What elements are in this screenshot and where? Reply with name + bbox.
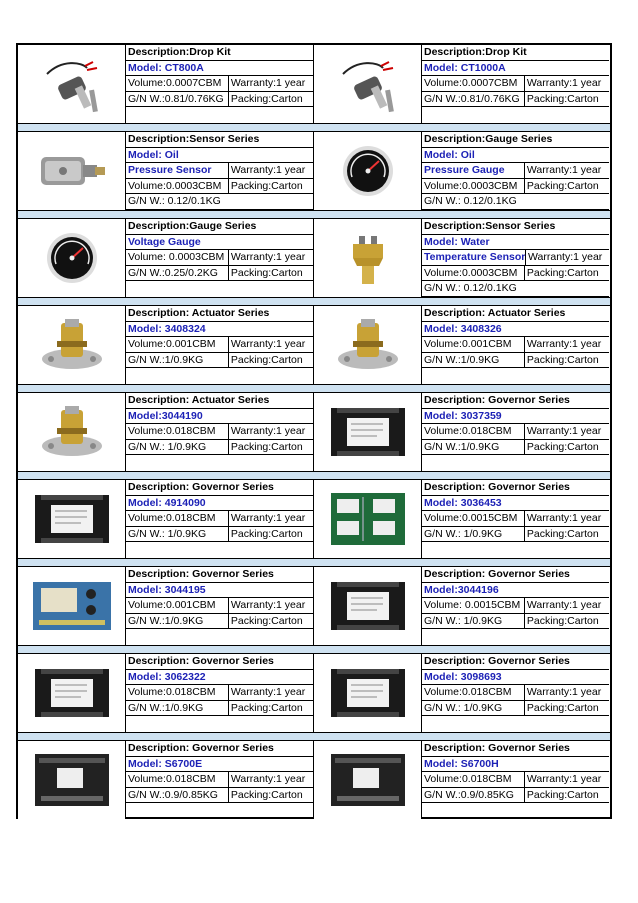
product-description: Description:Drop Kit bbox=[126, 45, 313, 61]
product-packing: Packing:Carton bbox=[526, 266, 599, 279]
product-weight: G/N W.: 1/0.9KG bbox=[126, 440, 229, 455]
product-weight: G/N W.:1/0.9KG bbox=[126, 353, 229, 368]
product-image bbox=[18, 654, 126, 732]
product-info bbox=[422, 219, 609, 297]
product-weight: G/N W.: 0.12/0.1KG bbox=[422, 281, 609, 297]
circuit-board-icon bbox=[323, 489, 413, 549]
row-divider bbox=[18, 471, 610, 480]
product-weight: G/N W.:0.25/0.2KG bbox=[126, 266, 229, 281]
product-warranty: Warranty:1 year bbox=[526, 338, 602, 350]
product-packing: Packing:Carton bbox=[230, 614, 303, 627]
product-model: Model: 3037359 bbox=[422, 409, 609, 425]
governor-board-icon bbox=[323, 402, 413, 462]
product-warranty: Warranty:1 year bbox=[526, 512, 602, 524]
product-description: Description: Actuator Series bbox=[126, 393, 313, 409]
product-cell bbox=[18, 741, 314, 819]
product-packing: Packing:Carton bbox=[230, 788, 303, 801]
product-weight: G/N W.:0.81/0.76KG bbox=[422, 92, 525, 107]
product-info bbox=[422, 654, 609, 732]
product-volume: Volume:0.001CBM bbox=[422, 337, 525, 352]
product-image bbox=[314, 393, 422, 471]
product-weight: G/N W.:0.81/0.76KG bbox=[126, 92, 229, 107]
product-info bbox=[422, 480, 609, 558]
product-warranty: Warranty:1 year bbox=[230, 773, 306, 785]
product-catalog-sheet bbox=[16, 43, 612, 819]
row-divider bbox=[18, 297, 610, 306]
governor-board-icon bbox=[27, 489, 117, 549]
actuator-icon bbox=[323, 315, 413, 375]
product-packing: Packing:Carton bbox=[526, 440, 599, 453]
product-warranty: Warranty:1 year bbox=[526, 686, 602, 698]
product-warranty: Warranty:1 year bbox=[528, 251, 603, 263]
product-description: Description: Actuator Series bbox=[126, 306, 313, 322]
actuator-icon bbox=[27, 402, 117, 462]
product-volume: Volume:0.0003CBM bbox=[126, 179, 229, 194]
product-cell bbox=[18, 567, 314, 645]
product-model: Model: 3098693 bbox=[422, 670, 609, 686]
product-model: Model: 3062322 bbox=[126, 670, 313, 686]
drop-kit-icon bbox=[323, 54, 413, 114]
product-image bbox=[18, 741, 126, 819]
product-weight: G/N W.:1/0.9KG bbox=[422, 440, 525, 455]
product-packing: Packing:Carton bbox=[526, 179, 599, 192]
product-model-row bbox=[422, 163, 609, 179]
product-image bbox=[314, 306, 422, 384]
product-description: Description:Gauge Series bbox=[126, 219, 313, 235]
product-packing: Packing:Carton bbox=[526, 527, 599, 540]
product-warranty: Warranty:1 year bbox=[230, 77, 306, 89]
governor-board-icon bbox=[323, 576, 413, 636]
product-warranty: Warranty:1 year bbox=[526, 599, 602, 611]
product-packing: Packing:Carton bbox=[230, 440, 303, 453]
product-packing: Packing:Carton bbox=[230, 179, 303, 192]
product-weight: G/N W.: 1/0.9KG bbox=[126, 527, 229, 542]
product-image bbox=[314, 219, 422, 297]
product-info bbox=[126, 306, 313, 384]
product-model: Model: CT800A bbox=[126, 61, 313, 77]
product-cell bbox=[18, 132, 314, 210]
product-model: Voltage Gauge bbox=[126, 235, 313, 251]
product-info bbox=[126, 132, 313, 210]
controller-panel-icon bbox=[27, 576, 117, 636]
drop-kit-icon bbox=[27, 54, 117, 114]
product-image bbox=[314, 654, 422, 732]
product-info bbox=[126, 567, 313, 645]
product-volume: Volume:0.0003CBM bbox=[422, 179, 525, 194]
product-volume: Volume:0.0003CBM bbox=[422, 266, 525, 281]
product-cell bbox=[314, 45, 610, 123]
product-warranty: Warranty:1 year bbox=[230, 512, 306, 524]
product-model: Model: 3408326 bbox=[422, 322, 609, 338]
governor-board-icon bbox=[323, 663, 413, 723]
product-weight: G/N W.: 0.12/0.1KG bbox=[126, 194, 313, 210]
product-packing: Packing:Carton bbox=[230, 353, 303, 366]
product-packing: Packing:Carton bbox=[526, 353, 599, 366]
product-description: Description: Governor Series bbox=[422, 741, 609, 757]
product-description: Description: Governor Series bbox=[126, 480, 313, 496]
product-weight: G/N W.: 1/0.9KG bbox=[422, 701, 525, 716]
product-cell bbox=[314, 567, 610, 645]
product-info bbox=[422, 306, 609, 384]
product-model: Model: CT1000A bbox=[422, 61, 609, 77]
product-description: Description: Governor Series bbox=[126, 654, 313, 670]
product-volume: Volume:0.0015CBM bbox=[422, 511, 525, 526]
product-description: Description: Governor Series bbox=[422, 480, 609, 496]
product-model: Model: 3044195 bbox=[126, 583, 313, 599]
product-info bbox=[422, 45, 609, 123]
product-warranty: Warranty:1 year bbox=[230, 425, 306, 437]
product-info bbox=[126, 741, 313, 819]
product-packing: Packing:Carton bbox=[526, 701, 599, 714]
product-model: Model: S6700E bbox=[126, 757, 313, 773]
product-volume: Volume:0.018CBM bbox=[126, 772, 229, 787]
product-weight: G/N W.: 1/0.9KG bbox=[422, 614, 525, 629]
product-description: Description:Sensor Series bbox=[126, 132, 313, 148]
product-model: Model:3044196 bbox=[422, 583, 609, 599]
row-divider bbox=[18, 210, 610, 219]
product-volume: Volume:0.0007CBM bbox=[422, 76, 525, 91]
product-cell bbox=[18, 306, 314, 384]
product-warranty: Warranty:1 year bbox=[526, 425, 602, 437]
product-warranty: Warranty:1 year bbox=[230, 599, 306, 611]
product-warranty: Warranty:1 year bbox=[230, 686, 306, 698]
product-warranty: Warranty:1 year bbox=[526, 164, 602, 176]
product-row bbox=[18, 567, 610, 645]
product-volume: Volume:0.018CBM bbox=[422, 424, 525, 439]
product-description: Description: Governor Series bbox=[126, 741, 313, 757]
product-image bbox=[18, 45, 126, 123]
governor-board-icon bbox=[27, 663, 117, 723]
row-divider bbox=[18, 558, 610, 567]
product-description: Description: Governor Series bbox=[422, 393, 609, 409]
product-model-cont: Pressure Sensor bbox=[126, 163, 229, 178]
product-description: Description: Governor Series bbox=[422, 567, 609, 583]
product-info bbox=[422, 132, 609, 210]
product-weight: G/N W.:1/0.9KG bbox=[126, 614, 229, 629]
product-cell bbox=[18, 654, 314, 732]
gauge-icon bbox=[27, 228, 117, 288]
product-info bbox=[126, 393, 313, 471]
product-image bbox=[314, 45, 422, 123]
product-weight: G/N W.: 0.12/0.1KG bbox=[422, 194, 609, 210]
product-info bbox=[126, 480, 313, 558]
product-model: Model: Water bbox=[422, 235, 609, 251]
product-volume: Volume:0.018CBM bbox=[422, 685, 525, 700]
product-cell bbox=[314, 393, 610, 471]
product-model: Model: 3408324 bbox=[126, 322, 313, 338]
product-cell bbox=[18, 393, 314, 471]
product-model: Model: S6700H bbox=[422, 757, 609, 773]
product-warranty: Warranty:1 year bbox=[230, 164, 306, 176]
product-image bbox=[18, 306, 126, 384]
product-model: Model: 3036453 bbox=[422, 496, 609, 512]
product-info bbox=[422, 567, 609, 645]
product-description: Description:Drop Kit bbox=[422, 45, 609, 61]
product-row bbox=[18, 654, 610, 732]
product-model: Model: Oil bbox=[126, 148, 313, 164]
product-volume: Volume: 0.0015CBM bbox=[422, 598, 525, 613]
product-info bbox=[126, 654, 313, 732]
product-packing: Packing:Carton bbox=[526, 92, 599, 105]
product-description: Description:Sensor Series bbox=[422, 219, 609, 235]
product-row bbox=[18, 393, 610, 471]
temperature-sensor-icon bbox=[323, 228, 413, 288]
product-weight: G/N W.: 1/0.9KG bbox=[422, 527, 525, 542]
product-packing: Packing:Carton bbox=[526, 614, 599, 627]
product-row bbox=[18, 741, 610, 819]
product-warranty: Warranty:1 year bbox=[230, 338, 306, 350]
row-divider bbox=[18, 123, 610, 132]
product-image bbox=[18, 132, 126, 210]
product-cell bbox=[18, 480, 314, 558]
product-info bbox=[422, 393, 609, 471]
speed-controller-icon bbox=[27, 750, 117, 810]
product-model-row bbox=[126, 163, 313, 179]
product-image bbox=[18, 219, 126, 297]
product-cell bbox=[314, 480, 610, 558]
row-divider bbox=[18, 732, 610, 741]
product-image bbox=[18, 480, 126, 558]
product-cell bbox=[314, 306, 610, 384]
product-cell bbox=[314, 219, 610, 297]
product-weight: G/N W.:0.9/0.85KG bbox=[422, 788, 525, 803]
product-model: Model:3044190 bbox=[126, 409, 313, 425]
product-description: Description:Gauge Series bbox=[422, 132, 609, 148]
row-divider bbox=[18, 645, 610, 654]
product-model-cont: Pressure Gauge bbox=[422, 163, 525, 178]
product-volume: Volume:0.018CBM bbox=[126, 685, 229, 700]
product-warranty: Warranty:1 year bbox=[526, 77, 602, 89]
product-row bbox=[18, 45, 610, 123]
product-volume: Volume:0.018CBM bbox=[126, 424, 229, 439]
product-row bbox=[18, 480, 610, 558]
product-packing: Packing:Carton bbox=[230, 701, 303, 714]
actuator-icon bbox=[27, 315, 117, 375]
product-info bbox=[126, 45, 313, 123]
pressure-sensor-icon bbox=[27, 141, 117, 201]
product-image bbox=[314, 132, 422, 210]
product-packing: Packing:Carton bbox=[230, 92, 303, 105]
product-description: Description: Actuator Series bbox=[422, 306, 609, 322]
row-divider bbox=[18, 384, 610, 393]
gauge-icon bbox=[323, 141, 413, 201]
product-row bbox=[18, 132, 610, 210]
product-info bbox=[422, 741, 609, 819]
product-info bbox=[126, 219, 313, 297]
product-cell bbox=[314, 741, 610, 819]
product-volume: Volume:0.0007CBM bbox=[126, 76, 229, 91]
product-image bbox=[18, 393, 126, 471]
product-row bbox=[18, 219, 610, 297]
product-model-cont: Temperature Sensor bbox=[424, 251, 526, 263]
product-description: Description: Governor Series bbox=[126, 567, 313, 583]
product-weight: G/N W.:1/0.9KG bbox=[422, 353, 525, 368]
product-model: Model: Oil bbox=[422, 148, 609, 164]
product-image bbox=[18, 567, 126, 645]
product-volume: Volume:0.018CBM bbox=[126, 511, 229, 526]
product-volume: Volume:0.018CBM bbox=[422, 772, 525, 787]
product-volume: Volume: 0.0003CBM bbox=[126, 250, 229, 265]
product-volume: Volume:0.001CBM bbox=[126, 337, 229, 352]
product-cell bbox=[314, 654, 610, 732]
product-weight: G/N W.:1/0.9KG bbox=[126, 701, 229, 716]
product-description: Description: Governor Series bbox=[422, 654, 609, 670]
product-image bbox=[314, 741, 422, 819]
product-weight: G/N W.:0.9/0.85KG bbox=[126, 788, 229, 803]
product-image bbox=[314, 567, 422, 645]
product-model: Model: 4914090 bbox=[126, 496, 313, 512]
product-volume: Volume:0.001CBM bbox=[126, 598, 229, 613]
product-cell bbox=[18, 45, 314, 123]
product-model-row bbox=[422, 250, 609, 266]
product-warranty: Warranty:1 year bbox=[526, 773, 602, 785]
product-cell bbox=[314, 132, 610, 210]
product-packing: Packing:Carton bbox=[230, 527, 303, 540]
product-image bbox=[314, 480, 422, 558]
speed-controller-icon bbox=[323, 750, 413, 810]
product-packing: Packing:Carton bbox=[526, 788, 599, 801]
product-cell bbox=[18, 219, 314, 297]
product-row bbox=[18, 306, 610, 384]
product-warranty: Warranty:1 year bbox=[230, 251, 306, 263]
product-packing: Packing:Carton bbox=[230, 266, 303, 279]
